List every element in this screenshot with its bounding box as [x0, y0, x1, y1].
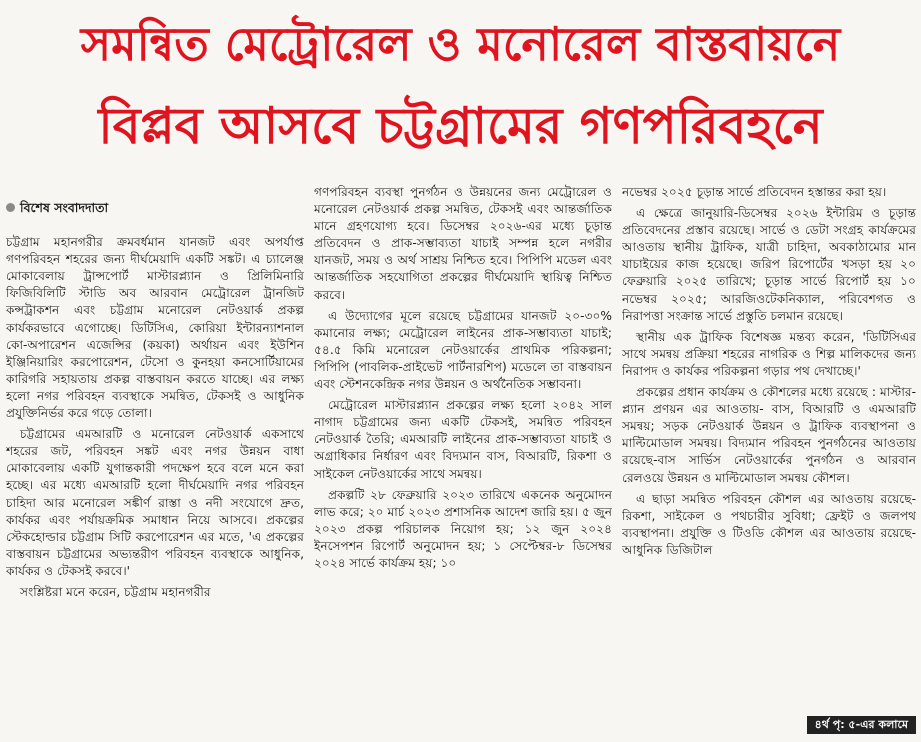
- paragraph: এ উদ্যোগের মূলে রয়েছে চট্টগ্রামের যানজট ২০-৩০% কমানোর লক্ষ্য; মেট্রোরেল লাইনের প্রাক-সম্ভাব্যতা যাচাই; ৫৪.৫ কিমি মনোরেল নেটওয়ার্কের প্রাথমিক পরিকল্পনা; পিপিপি (পাবলিক-প্রাইভেট পার্টনারশিপ) মডেলে তা বাস্তবায়ন এবং স্টেশনকেন্দ্রিক নগর উন্নয়ন ও অর্থনৈতিক সম্ভাবনা।: [314, 308, 612, 392]
- paragraph: এ ক্ষেত্রে জানুয়ারি-ডিসেম্বর ২০২৬ ইন্টারিম ও চূড়ান্ত প্রতিবেদনের প্রস্তাব রয়েছে। সার্ভে ও ডেটা সংগ্রহ কার্যক্রমের আওতায় স্থানীয় ট্রাফিক, যাত্রী চাহিদা, অবকাঠামোর মান যাচাইয়ের কাজ হয়েছে। জরিপ রিপোর্টের খসড়া হয় ২০ ফেব্রুয়ারি ২০২৫ তারিখে; চূড়ান্ত সার্ভে রিপোর্ট হয় ১০ নভেম্বর ২০২৫; আরজিওটেকনিক্যাল, পরিবেশগত ও নিরাপত্তা সংক্রান্ত সার্ভে প্রস্তুতি চলমান রয়েছে।: [622, 206, 916, 323]
- byline: [6, 199, 304, 216]
- paragraph: সংশ্লিষ্টরা মনে করেন, চট্টগ্রাম মহানগরীর: [20, 584, 211, 599]
- paragraph: স্থানীয় এক ট্রাফিক বিশেষজ্ঞ মন্তব্য করেন, 'ডিটিসিএর সাথে সমন্বয় প্রক্রিয়া শহরের নাগরিক ও শিল্প মালিকদের জন্য নিরাপদ ও কার্যকর পরিকল্পনা গড়ার পথ দেখাচ্ছে।': [622, 329, 916, 378]
- paragraph: নভেম্বর ২০২৫ চূড়ান্ত সার্ভে প্রতিবেদন হস্তান্তর করা হয়।: [622, 185, 887, 199]
- paragraph: প্রকল্পটি ২৮ ফেব্রুয়ারি ২০২৩ তারিখে একনেক অনুমোদন লাভ করে; ২০ মার্চ ২০২৩ প্রশাসনিক আদেশ জারি হয়। ৫ জুন ২০২৩ প্রকল্প পরিচালক নিয়োগ হয়; ১২ জুন ২০২৪ ইনসেপশন রিপোর্ট অনুমোদন হয়; ১ সেপ্টেম্বর-৮ ডিসেম্বর ২০২৪ সার্ভে কার্যক্রম হয়; ১০: [314, 487, 612, 570]
- paragraph: এ ছাড়া সমন্বিত পরিবহন কৌশল এর আওতায় রয়েছে- রিকশা, সাইকেল ও পথচারীর সুবিধা; ফ্রেইট ও জলপথ ব্যবস্থাপনা। প্রযুক্তি ও টিওডি কৌশল এর আওতায় রয়েছে- আধুনিক ডিজিটাল: [622, 491, 916, 557]
- paragraph: চট্টগ্রাম মহানগরীর ক্রমবর্ধমান যানজট এবং অপর্যাপ্ত গণপরিবহন শহরের জন্য দীর্ঘমেয়াদি একটি সঙ্কট। এ চ্যালেঞ্জ মোকাবেলায় ট্রান্সপোর্ট মাস্টারপ্ল্যান ও প্রিলিমিনারি ফিজিবিলিটি স্টাডি অব আরবান মেট্রোরেল ট্রানজিট কন্সট্রাকশন এবং চট্টগ্রাম মনোরেল নেটওয়ার্ক প্রকল্প কার্যকরভাবে এগোচ্ছে। ডিটিসিএ, কোরিয়া ইন্টারন্যাশনাল কো-অপারেশন এজেন্সির (কয়কা) অর্থায়ন এবং ইউশিন ইঞ্জিনিয়ারিং করপোরেশন, টেসো ও কুনহয়া কনসোর্টিয়ামের কারিগরি সহায়তায় প্রকল্প বাস্তবায়ন করতে যাচ্ছে। এর লক্ষ্য হলো নগর পরিবহন ব্যবস্থাকে সমন্বিত, টেকসই ও আধুনিক প্রযুক্তিনির্ভর করে গড়ে তোলা।: [6, 235, 304, 421]
- headline-line-2: বিপ্লব আসবে চট্টগ্রামের গণপরিবহনে: [98, 97, 823, 155]
- article-column-3: [622, 184, 916, 732]
- headline-line-1: সমন্বিত মেট্রোরেল ও মনোরেল বাস্তবায়নে: [80, 17, 841, 71]
- headline: [0, 4, 921, 172]
- paragraph: মেট্রোরেল মাস্টারপ্ল্যান প্রকল্পের লক্ষ্য হলো ২০৪২ সাল নাগাদ চট্টগ্রামের জন্য একটি টেকসই, সমন্বিত পরিবহন নেটওয়ার্ক তৈরি; এমআরটি লাইনের প্রাক-সম্ভাব্যতা যাচাই ও অগ্রাধিকার নির্ধারণ এবং বিদ্যমান বাস, বিআরটি, রিকশা ও সাইকেল নেটওয়ার্কের সাথে সমন্বয়।: [314, 398, 612, 481]
- paragraph: গণপরিবহন ব্যবস্থা পুনর্গঠন ও উন্নয়নের জন্য মেট্রোরেল ও মনোরেল নেটওয়ার্ক প্রকল্প সমন্বিত, টেকসই এবং আন্তর্জাতিক মানে গ্রহণযোগ্য হবে। ডিসেম্বর ২০২৬-এর মধ্যে চূড়ান্ত প্রতিবেদন ও প্রাক-সম্ভাব্যতা যাচাই সম্পন্ন হলে নগরীর যানজট, সময় ও অর্থ সাশ্রয় নিশ্চিত হবে। পিপিপি মডেল এবং আন্তর্জাতিক সহযোগিতা প্রকল্পের দীর্ঘমেয়াদি স্থায়িত্ব নিশ্চিত করবে।: [314, 185, 612, 302]
- byline-text: বিশেষ সংবাদদাতা: [20, 200, 109, 215]
- paragraph: প্রকল্পের প্রধান কার্যক্রম ও কৌশলের মধ্যে রয়েছে : মাস্টার-প্ল্যান প্রণয়ন এর আওতায়- বাস, বিআরটি ও এমআরটি সমন্বয়; সড়ক নেটওয়ার্ক উন্নয়ন ও ট্রাফিক ব্যবস্থাপনা ও মাল্টিমোডাল সমন্বয়। বিদ্যমান পরিবহন পুনর্গঠনের আওতায় রয়েছে-বাস সার্ভিস নেটওয়ার্কের পুনর্গঠন ও আরবান রেলওয়ে উন্নয়ন ও মাল্টিমোডাল সমন্বয় কৌশল।: [622, 385, 916, 485]
- continuation-label: ৪র্থ পৃ: ৫-এর কলামে: [807, 716, 916, 734]
- bullet-dot-icon: [6, 203, 15, 212]
- paragraph: চট্টগ্রামের এমআরটি ও মনোরেল নেটওয়ার্ক একসাথে শহরের জট, পরিবহন সঙ্কট এবং নগর উন্নয়ন বাধা মোকাবেলায় একটি যুগান্তকারী পদক্ষেপ হবে বলে মনে করা হচ্ছে। এর মধ্যে এমআরটি হলো দীর্ঘমেয়াদি নগর পরিবহন চাহিদা আর মনোরেল সঙ্কীর্ণ রাস্তা ও নদী সংযোগে দ্রুত, কার্যকর এবং পর্যায়ক্রমিক সমাধান নিয়ে আসবে। প্রকল্পের স্টেকহোল্ডার চট্টগ্রাম সিটি করপোরেশন এর মতে, 'এ প্রকল্পের বাস্তবায়ন চট্টগ্রামের অভ্যন্তরীণ পরিবহন ব্যবস্থাকে আধুনিক, কার্যকর ও টেকসই করবে।': [6, 427, 304, 578]
- article-column-2: [314, 184, 612, 732]
- article-column-1: [6, 184, 304, 732]
